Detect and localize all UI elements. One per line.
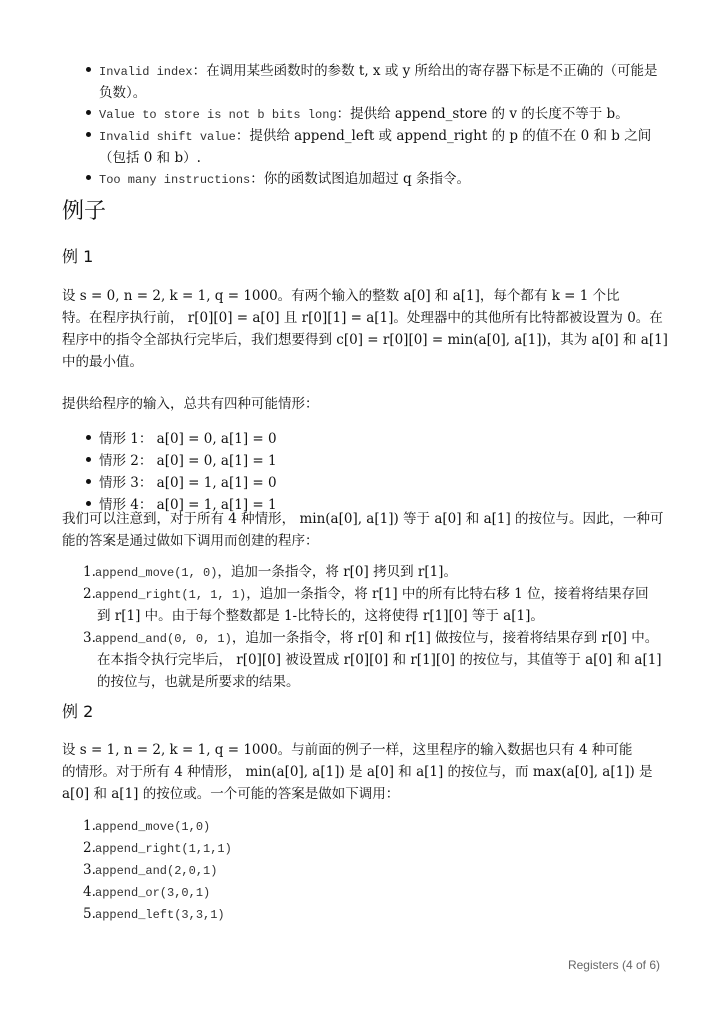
paragraph-line: 设 s = 1, n = 2, k = 1, q = 1000。与前面的例子一样，这里程序的输入数据也只有 4 种可能 bbox=[62, 742, 633, 758]
paragraph-line: 设 s = 0, n = 2, k = 1, q = 1000。有两个输入的整数 a[0] 和 a[1]，每个都有 k = 1 个比 bbox=[62, 288, 620, 304]
example-1-title: 例 1 bbox=[62, 247, 94, 266]
step-item: 1.append_move(1, 0)，追加一条指令，将 r[0] 拷贝到 r[1]。 bbox=[83, 564, 457, 580]
step-item: 3.append_and(0, 0, 1)，追加一条指令，将 r[0] 和 r[1] 做按位与，接着将结果存到 r[0] 中。 bbox=[83, 630, 659, 646]
paragraph-line: 中的最小值。 bbox=[62, 354, 143, 370]
case-item: 情形 4： a[0] = 1, a[1] = 1 bbox=[99, 497, 277, 513]
section-title: 例子 bbox=[62, 199, 107, 224]
case-item: 情形 3： a[0] = 1, a[1] = 0 bbox=[99, 475, 277, 491]
error-item-cont: （包括 0 和 b）. bbox=[99, 150, 201, 166]
case-item: 情形 2： a[0] = 0, a[1] = 1 bbox=[99, 453, 277, 469]
example-2-title: 例 2 bbox=[62, 702, 94, 721]
step-item: 5.append_left(3,3,1) bbox=[83, 906, 225, 922]
paragraph-line: a[0] 和 a[1] 的按位或。一个可能的答案是做如下调用： bbox=[62, 786, 400, 802]
error-item: Too many instructions：你的函数试图追加超过 q 条指令。 bbox=[99, 171, 470, 187]
step-item: 2.append_right(1,1,1) bbox=[83, 840, 232, 856]
step-item-cont: 在本指令执行完毕后， r[0][0] 被设置成 r[0][0] 和 r[1][0] 的按位与，其值等于 a[0] 和 a[1] bbox=[97, 652, 662, 668]
paragraph-line: 我们可以注意到，对于所有 4 种情形， min(a[0], a[1]) 等于 a[0] 和 a[1] 的按位与。因此，一种可 bbox=[62, 511, 664, 527]
paragraph-line: 的情形。对于所有 4 种情形， min(a[0], a[1]) 是 a[0] 和 a[1] 的按位与，而 max(a[0], a[1]) 是 bbox=[62, 764, 653, 780]
case-item: 情形 1： a[0] = 0, a[1] = 0 bbox=[99, 431, 277, 447]
step-item: 1.append_move(1,0) bbox=[83, 818, 211, 834]
bullet-icon bbox=[86, 457, 91, 462]
bullet-icon bbox=[86, 175, 91, 180]
bullet-icon bbox=[86, 132, 91, 137]
step-item: 3.append_and(2,0,1) bbox=[83, 862, 218, 878]
paragraph-line: 特。在程序执行前， r[0][0] = a[0] 且 r[0][1] = a[1]。处理器中的其他所有比特都被设置为 0。在 bbox=[62, 310, 663, 326]
step-item: 2.append_right(1, 1, 1)，追加一条指令，将 r[1] 中的所有比特右移 1 位，接着将结果存回 bbox=[83, 586, 649, 602]
bullet-icon bbox=[86, 110, 91, 115]
paragraph-line: 提供给程序的输入，总共有四种可能情形： bbox=[62, 396, 319, 412]
bullet-icon bbox=[86, 501, 91, 506]
bullet-icon bbox=[86, 67, 91, 72]
error-item: Value to store is not b bits long：提供给 append_store 的 v 的长度不等于 b。 bbox=[99, 106, 629, 122]
paragraph-line: 能的答案是通过做如下调用而创建的程序： bbox=[62, 533, 319, 549]
error-item-cont: 负数）。 bbox=[99, 85, 147, 101]
paragraph-line: 程序中的指令全部执行完毕后，我们想要得到 c[0] = r[0][0] = min(a[0], a[1])，其为 a[0] 和 a[1] bbox=[62, 332, 668, 348]
step-item-cont: 的按位与，也就是所要求的结果。 bbox=[97, 674, 300, 690]
bullet-icon bbox=[86, 435, 91, 440]
step-item: 4.append_or(3,0,1) bbox=[83, 884, 211, 900]
error-item: Invalid shift value：提供给 append_left 或 append_right 的 p 的值不在 0 和 b 之间 bbox=[99, 128, 652, 144]
bullet-icon bbox=[86, 479, 91, 484]
error-item: Invalid index：在调用某些函数时的参数 t, x 或 y 所给出的寄存器下标是不正确的（可能是 bbox=[99, 63, 658, 79]
step-item-cont: 到 r[1] 中。由于每个整数都是 1-比特长的，这将使得 r[1][0] 等于 a[1]。 bbox=[97, 608, 544, 624]
page-footer: Registers (4 of 6) bbox=[567, 958, 660, 972]
